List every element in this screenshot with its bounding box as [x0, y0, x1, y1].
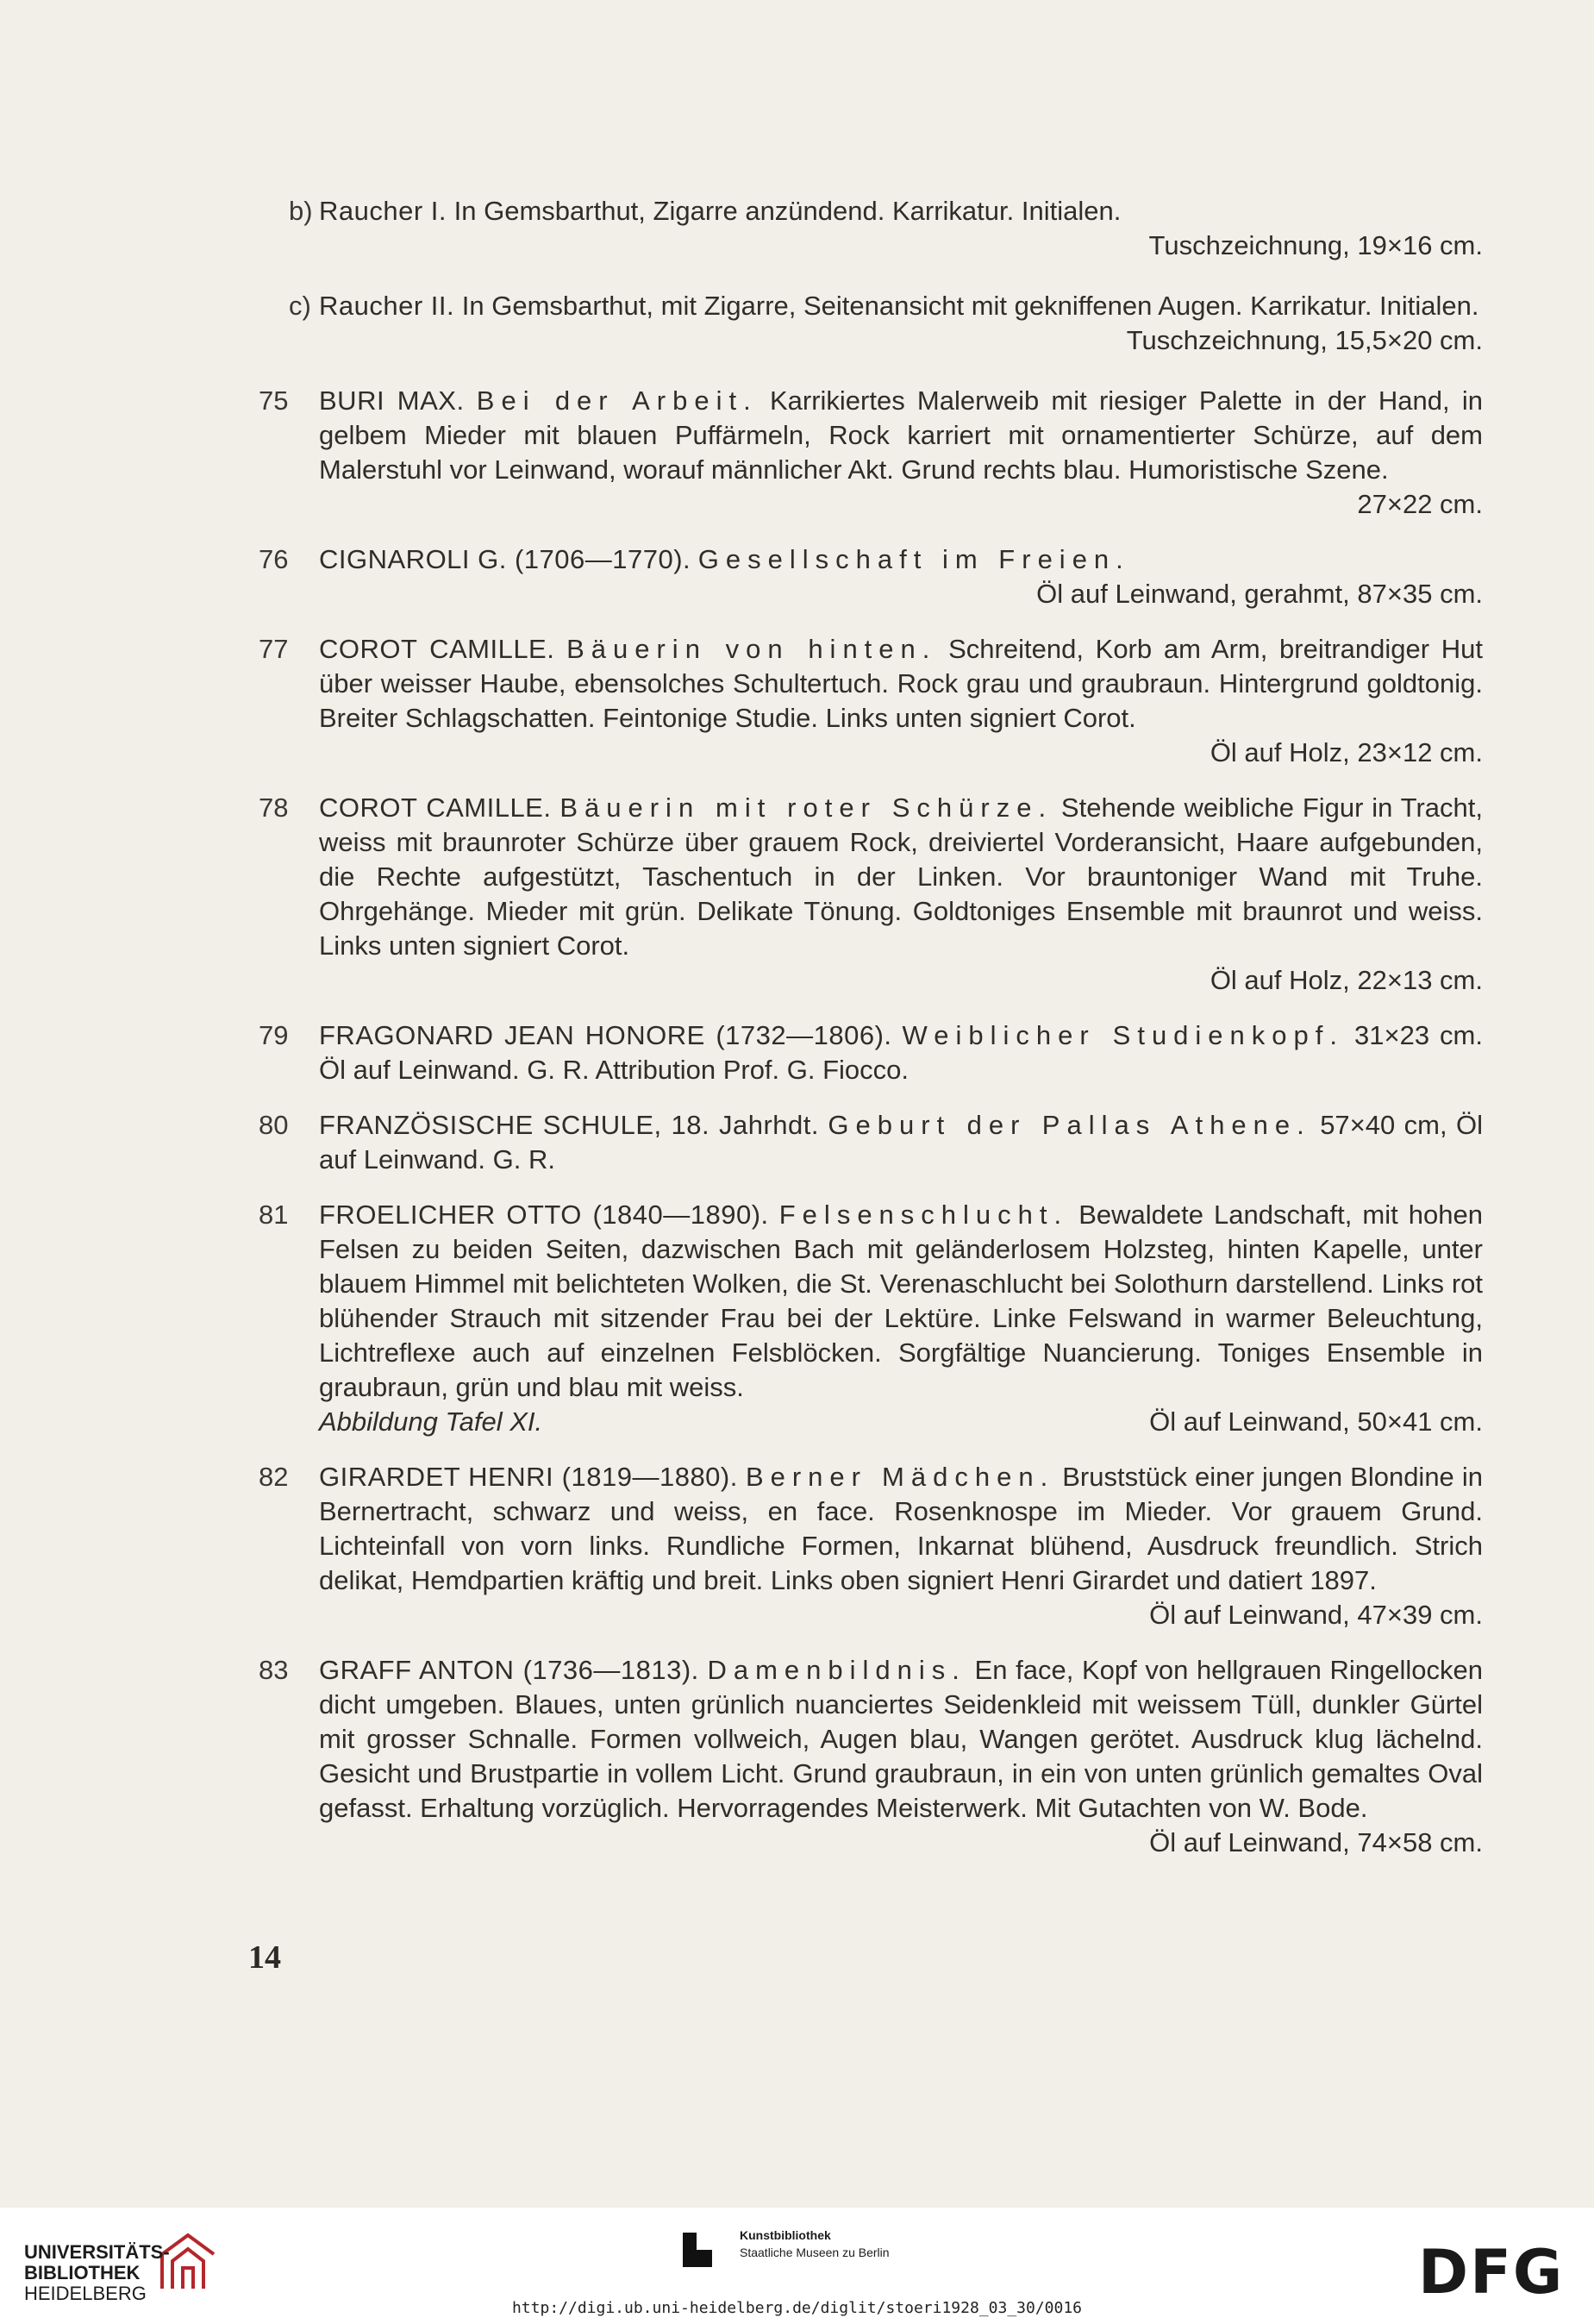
entry-description: Bruststück einer jungen Blondine in Bernertracht, schwarz und weiss, en face. Rosenknospe im Mieder. Vor grauem Grund. Lichteinfall von vorn links. Rundliche Formen, Inkarnat blühend, Ausdruck freundlich. Strich delikat, Hemdpartien kräftig und breit. Links oben signiert Henri Girardet und datiert 1897.	[319, 1462, 1483, 1595]
entry-plate-reference: Abbildung Tafel XI.	[319, 1406, 543, 1437]
entry-number: 77	[259, 634, 289, 664]
entry-list	[259, 194, 1483, 1881]
entry-artist: FRANZÖSISCHE SCHULE, 18. Jahrhdt.	[319, 1110, 820, 1140]
ub-line-1: UNIVERSITÄTS-	[24, 2241, 170, 2263]
catalog-entry	[259, 289, 1483, 358]
entry-body	[319, 384, 1483, 522]
entry-number: 82	[259, 1462, 289, 1492]
entry-number: 83	[259, 1655, 289, 1685]
entry-description: Schreitend, Korb am Arm, breitrandiger Hut über weisser Haube, ebensolches Schultertuch. Rock grau und graubraun. Hintergrund goldtonig. Breiter Schlagschatten. Feintonige Studie. Links unten signiert Corot.	[319, 634, 1484, 733]
entry-artist: BURI MAX.	[319, 385, 465, 416]
entry-number: 75	[259, 385, 289, 416]
entry-body	[319, 542, 1483, 611]
entry-title: Weiblicher Studienkopf.	[902, 1020, 1344, 1050]
dfg-logo: DFG	[1418, 2237, 1565, 2308]
entry-medium-size: Öl auf Leinwand, 47×39 cm.	[1149, 1600, 1483, 1630]
entry-title: Geburt der Pallas Athene.	[828, 1110, 1311, 1140]
entry-medium-size: Öl auf Leinwand, gerahmt, 87×35 cm.	[1036, 579, 1483, 609]
entry-medium-size: 27×22 cm.	[1357, 489, 1483, 519]
entry-number: 76	[259, 544, 289, 574]
catalog-entry	[259, 542, 1483, 611]
ub-line-3: HEIDELBERG	[24, 2283, 147, 2304]
entry-artist: GIRARDET HENRI (1819—1880).	[319, 1462, 738, 1492]
page-number: 14	[248, 1939, 281, 1976]
entry-medium-size: Tuschzeichnung, 15,5×20 cm.	[1126, 325, 1483, 355]
entry-body	[319, 632, 1483, 770]
entry-artist: COROT CAMILLE.	[319, 634, 555, 664]
entry-title: Damenbildnis.	[707, 1655, 966, 1685]
catalog-entry	[259, 1198, 1483, 1439]
catalog-entry	[259, 1108, 1483, 1177]
catalog-entry	[259, 1653, 1483, 1860]
kb-line-1: Kunstbibliothek	[740, 2228, 831, 2242]
entry-title: Gesellschaft im Freien.	[697, 544, 1130, 574]
catalog-entry	[259, 1460, 1483, 1632]
permalink-url[interactable]: http://digi.ub.uni-heidelberg.de/diglit/stoeri1928_03_30/0016	[511, 2299, 1083, 2317]
entry-medium-size: Öl auf Leinwand, 74×58 cm.	[1149, 1827, 1483, 1857]
entry-number: 80	[259, 1110, 289, 1140]
entry-description: En face, Kopf von hellgrauen Ringellocken dicht umgeben. Blaues, unten grünlich nuanciertes Seidenkleid mit weissem Tüll, dunkler Gürtel mit grosser Schnalle. Formen vollweich, Augen blau, Wangen gerötet. Ausdruck klug lächelnd. Gesicht und Brustpartie in vollem Licht. Grund graubraun, in ein von unten grünlich gemaltes Oval gefasst. Erhaltung vorzüglich. Hervorragendes Meisterwerk. Mit Gutachten von W. Bode.	[319, 1655, 1483, 1823]
entry-body	[319, 791, 1483, 998]
entry-artist: GRAFF ANTON (1736—1813).	[319, 1655, 699, 1685]
entry-number: 78	[259, 792, 289, 823]
entry-medium-size: Öl auf Leinwand, 50×41 cm.	[1149, 1406, 1483, 1437]
catalog-entry	[259, 632, 1483, 770]
entry-title: Felsenschlucht.	[778, 1200, 1069, 1230]
entry-artist: Raucher II.	[319, 291, 455, 321]
ub-heidelberg-label	[24, 2242, 170, 2304]
entry-artist: FROELICHER OTTO (1840—1890).	[319, 1200, 769, 1230]
entry-medium-size: Tuschzeichnung, 19×16 cm.	[1148, 230, 1483, 260]
catalog-entry	[259, 791, 1483, 998]
entry-number: b)	[289, 196, 313, 226]
entry-body	[319, 1108, 1483, 1177]
ub-line-2: BIBLIOTHEK	[24, 2262, 141, 2283]
entry-body	[319, 1198, 1483, 1439]
entry-artist: Raucher I.	[319, 196, 447, 226]
entry-body	[319, 289, 1483, 358]
entry-body	[319, 1460, 1483, 1632]
entry-number: 81	[259, 1200, 289, 1230]
entry-description: In Gemsbarthut, mit Zigarre, Seitenansicht mit gekniffenen Augen. Karrikatur. Initialen.	[461, 291, 1479, 321]
entry-medium-size: Öl auf Holz, 22×13 cm.	[1210, 965, 1483, 995]
entry-medium-size: Öl auf Holz, 23×12 cm.	[1210, 737, 1483, 767]
entry-description: 57×40 cm, Öl auf Leinwand. G. R.	[319, 1110, 1483, 1175]
entry-description: 31×23 cm. Öl auf Leinwand. G. R. Attribution Prof. G. Fiocco.	[319, 1020, 1483, 1085]
kunstbibliothek-label	[740, 2227, 890, 2261]
entry-artist: COROT CAMILLE.	[319, 792, 552, 823]
entry-description: Stehende weibliche Figur in Tracht, weiss mit braunroter Schürze über grauem Rock, dreiviertel Vorderansicht, Haare aufgebunden, die Rechte aufgestützt, Taschentuch in der Linken. Vor brauntoniger Wand mit Truhe. Ohrgehänge. Mieder mit grün. Delikate Tönung. Goldtoniges Ensemble mit braunrot und weiss. Links unten signiert Corot.	[319, 792, 1483, 961]
entry-description: Bewaldete Landschaft, mit hohen Felsen zu beiden Seiten, dazwischen Bach mit geländerlosem Holzsteg, hinten Kapelle, unter blauem Himmel mit belichteten Wolken, die St. Verenaschlucht bei Solothurn darstellend. Links rot blühender Strauch mit sitzender Frau bei der Lektüre. Linke Felswand in warmer Beleuchtung, Lichtreflexe auch auf einzelnen Felsblöcken. Sorgfältige Nuancierung. Toniges Ensemble in graubraun, grün und blau mit weiss.	[319, 1200, 1483, 1402]
kb-line-2: Staatliche Museen zu Berlin	[740, 2246, 890, 2259]
entry-description: Karrikiertes Malerweib mit riesiger Palette in der Hand, in gelbem Mieder mit blauen Puffärmeln, Rock karriert mit ornamentierter Schürze, auf dem Malerstuhl vor Leinwand, worauf männlicher Akt. Grund rechts blau. Humoristische Szene.	[319, 385, 1483, 485]
entry-title: Bei der Arbeit.	[476, 385, 758, 416]
entry-description: In Gemsbarthut, Zigarre anzündend. Karrikatur. Initialen.	[453, 196, 1122, 226]
entry-number: c)	[289, 291, 311, 321]
kunstbibliothek-logo-icon	[681, 2231, 714, 2269]
entry-title: Bäuerin von hinten.	[566, 634, 937, 664]
catalog-entry	[259, 1018, 1483, 1087]
entry-body	[319, 194, 1483, 263]
entry-title: Berner Mädchen.	[745, 1462, 1055, 1492]
catalog-entry	[259, 384, 1483, 522]
entry-number: 79	[259, 1020, 289, 1050]
entry-body	[319, 1018, 1483, 1087]
entry-artist: CIGNAROLI G. (1706—1770).	[319, 544, 691, 574]
catalog-entry	[259, 194, 1483, 263]
entry-title: Bäuerin mit roter Schürze.	[559, 792, 1053, 823]
entry-body	[319, 1653, 1483, 1860]
entry-artist: FRAGONARD JEAN HONORE (1732—1806).	[319, 1020, 892, 1050]
